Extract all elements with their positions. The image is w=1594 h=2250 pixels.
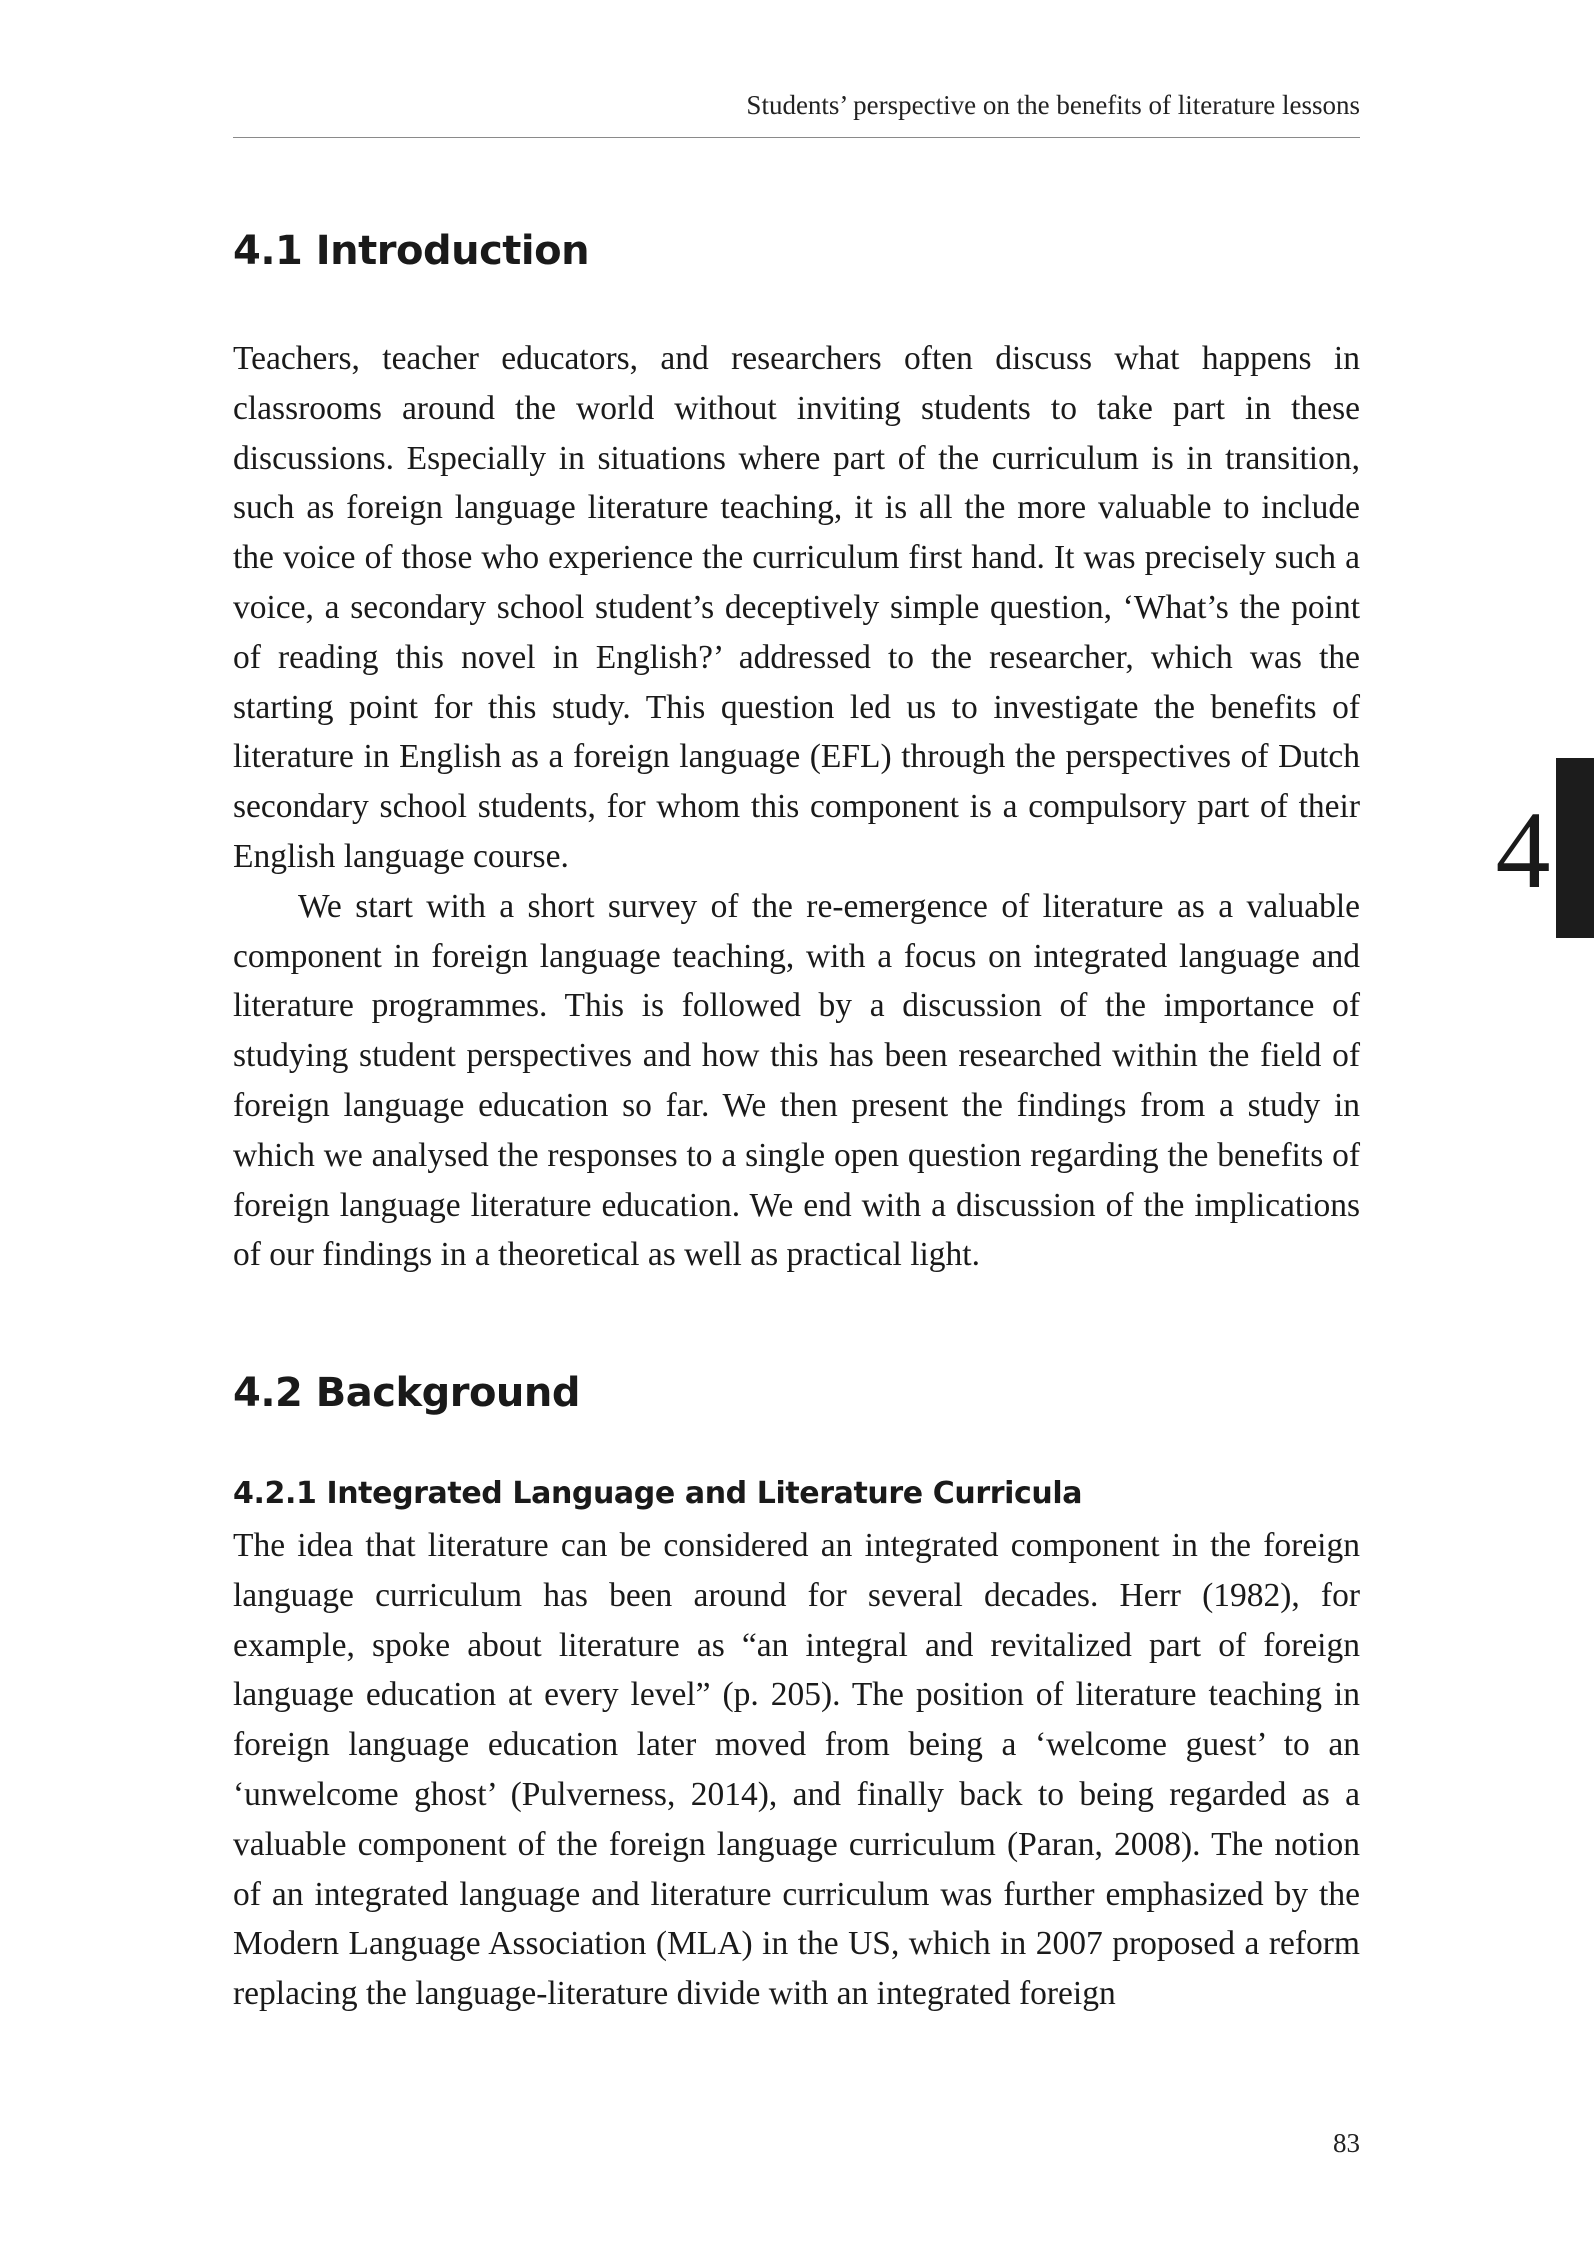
background-body [233,1521,1360,2019]
section-heading-introduction: 4.1 Introduction [233,228,590,274]
header-rule [233,137,1360,138]
introduction-paragraph-2: We start with a short survey of the re-emergence of literature as a valuable component in foreign language teaching, with a focus on integrated language and literature programmes. This is followed by a discussion of the importance of studying student perspectives and how this has been researched within the field of foreign language education so far. We then present the findings from a study in which we analysed the responses to a single open question regarding the benefits of foreign language literature education. We end with a discussion of the implications of our findings in a theoretical as well as practical light. [233,887,1360,1274]
running-head: Students’ perspective on the benefits of literature lessons [746,90,1360,120]
introduction-paragraph-1: Teachers, teacher educators, and researchers often discuss what happens in classrooms around the world without inviting students to take part in these discussions. Especially in situations where part of the curriculum is in transition, such as foreign language literature teaching, it is all the more valuable to include the voice of those who experience the curriculum first hand. It was precisely such a voice, a secondary school student’s deceptively simple question, ‘What’s the point of reading this novel in English?’ addressed to the researcher, which was the starting point for this study. This question led us to investigate the benefits of literature in English as a foreign language (EFL) through the perspectives of Dutch secondary school students, for whom this component is a compulsory part of their English language course. [233,340,1360,875]
background-paragraph-1: The idea that literature can be considered an integrated component in the foreign language curriculum has been around for several decades. Herr (1982), for example, spoke about literature as “an integral and revitalized part of foreign language education at every level” (p. 205). The position of literature teaching in foreign language education later moved from being a ‘welcome guest’ to an ‘unwelcome ghost’ (Pulverness, 2014), and finally back to being regarded as a valuable component of the foreign language curriculum (Paran, 2008). The notion of an integrated language and literature curriculum was further emphasized by the Modern Language Association (MLA) in the US, which in 2007 proposed a reform replacing the language-literature divide with an integrated foreign [233,1527,1360,2013]
page-number: 83 [1333,2128,1360,2158]
section-heading-background: 4.2 Background [233,1370,581,1416]
introduction-body [233,334,1360,1280]
subsection-heading-integrated-curricula: 4.2.1 Integrated Language and Literature Curricula [233,1476,1083,1511]
chapter-tab-marker [1556,758,1594,938]
chapter-number: 4 [1495,789,1551,911]
